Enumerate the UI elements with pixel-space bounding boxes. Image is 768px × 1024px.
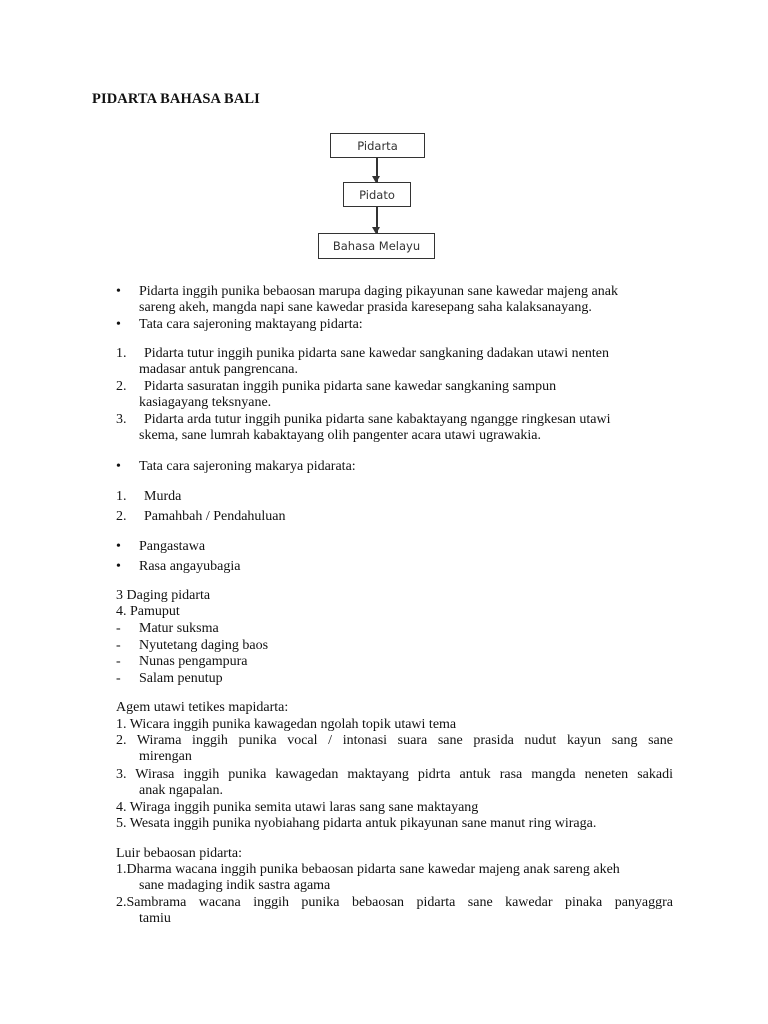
paragraph-line: Pidarta inggih punika bebaosan marupa daging pikayunan sane kawedar majeng anak <box>139 284 618 299</box>
diagram-box-pidarta: Pidarta <box>330 133 425 158</box>
bullet-marker: • <box>116 317 121 332</box>
list-item-continuation: sane madaging indik sastra agama <box>139 878 331 893</box>
list-item: 4. Wiraga inggih punika semita utawi laras sang sane maktayang <box>116 800 479 815</box>
diagram-box-pidato: Pidato <box>343 182 411 207</box>
list-item: Nyutetang daging baos <box>139 638 269 653</box>
list-item-continuation: anak ngapalan. <box>139 783 223 798</box>
bullet-marker: • <box>116 559 121 574</box>
document-title: PIDARTA BAHASA BALI <box>92 91 260 107</box>
list-number: 2. <box>116 509 127 524</box>
list-item: Pamahbah / Pendahuluan <box>144 509 286 524</box>
paragraph-line: 4. Pamuput <box>116 604 180 619</box>
bullet-marker: • <box>116 539 121 554</box>
diagram-arrow-1 <box>376 158 378 182</box>
paragraph-line: sareng akeh, mangda napi sane kawedar prasida karesepang saha kalaksanayang. <box>139 300 592 315</box>
list-item: Rasa angayubagia <box>139 559 241 574</box>
list-item: Pidarta sasuratan inggih punika pidarta sane kawedar sangkaning sampun <box>144 379 557 394</box>
bullet-marker: • <box>116 284 121 299</box>
dash-marker: - <box>116 621 121 636</box>
list-item: Murda <box>144 489 182 504</box>
list-number: 2. <box>116 379 127 394</box>
list-number: 1. <box>116 346 127 361</box>
list-item: 1. Wicara inggih punika kawagedan ngolah topik utawi tema <box>116 717 457 732</box>
dash-marker: - <box>116 671 121 686</box>
section-heading: Agem utawi tetikes mapidarta: <box>116 700 289 715</box>
list-item-continuation: mirengan <box>139 749 192 764</box>
list-number: 3. <box>116 412 127 427</box>
list-item-continuation: kasiagayang teksnyane. <box>139 395 272 410</box>
paragraph-line: Tata cara sajeroning maktayang pidarta: <box>139 317 363 332</box>
diagram-box-bahasa-melayu: Bahasa Melayu <box>318 233 435 259</box>
list-item: Pidarta tutur inggih punika pidarta sane kawedar sangkaning dadakan utawi nenten <box>144 346 609 361</box>
flow-diagram <box>0 0 768 270</box>
dash-marker: - <box>116 638 121 653</box>
bullet-marker: • <box>116 459 121 474</box>
list-item: 2.Sambrama wacana inggih punika bebaosan pidarta sane kawedar pinaka panyaggra <box>116 895 673 910</box>
paragraph-line: 3 Daging pidarta <box>116 588 211 603</box>
list-number: 1. <box>116 489 127 504</box>
list-item: 2. Wirama inggih punika vocal / intonasi suara sane prasida nudut kayun sang sane <box>116 733 673 748</box>
section-heading: Luir bebaosan pidarta: <box>116 846 242 861</box>
list-item: Matur suksma <box>139 621 219 636</box>
list-item: Pangastawa <box>139 539 206 554</box>
paragraph-line: Tata cara sajeroning makarya pidarata: <box>139 459 356 474</box>
list-item: 5. Wesata inggih punika nyobiahang pidarta antuk pikayunan sane manut ring wiraga. <box>116 816 597 831</box>
list-item: 1.Dharma wacana inggih punika bebaosan pidarta sane kawedar majeng anak sareng akeh <box>116 862 620 877</box>
list-item: Nunas pengampura <box>139 654 248 669</box>
list-item: Salam penutup <box>139 671 223 686</box>
list-item-continuation: madasar antuk pangrencana. <box>139 362 298 377</box>
dash-marker: - <box>116 654 121 669</box>
diagram-arrow-2 <box>376 207 378 233</box>
list-item: 3. Wirasa inggih punika kawagedan maktayang pidrta antuk rasa mangda neneten sakadi <box>116 767 673 782</box>
list-item-continuation: skema, sane lumrah kabaktayang olih pangenter acara utawi ugrawakia. <box>139 428 541 443</box>
list-item: Pidarta arda tutur inggih punika pidarta sane kabaktayang ngangge ringkesan utawi <box>144 412 611 427</box>
list-item-continuation: tamiu <box>139 911 171 926</box>
